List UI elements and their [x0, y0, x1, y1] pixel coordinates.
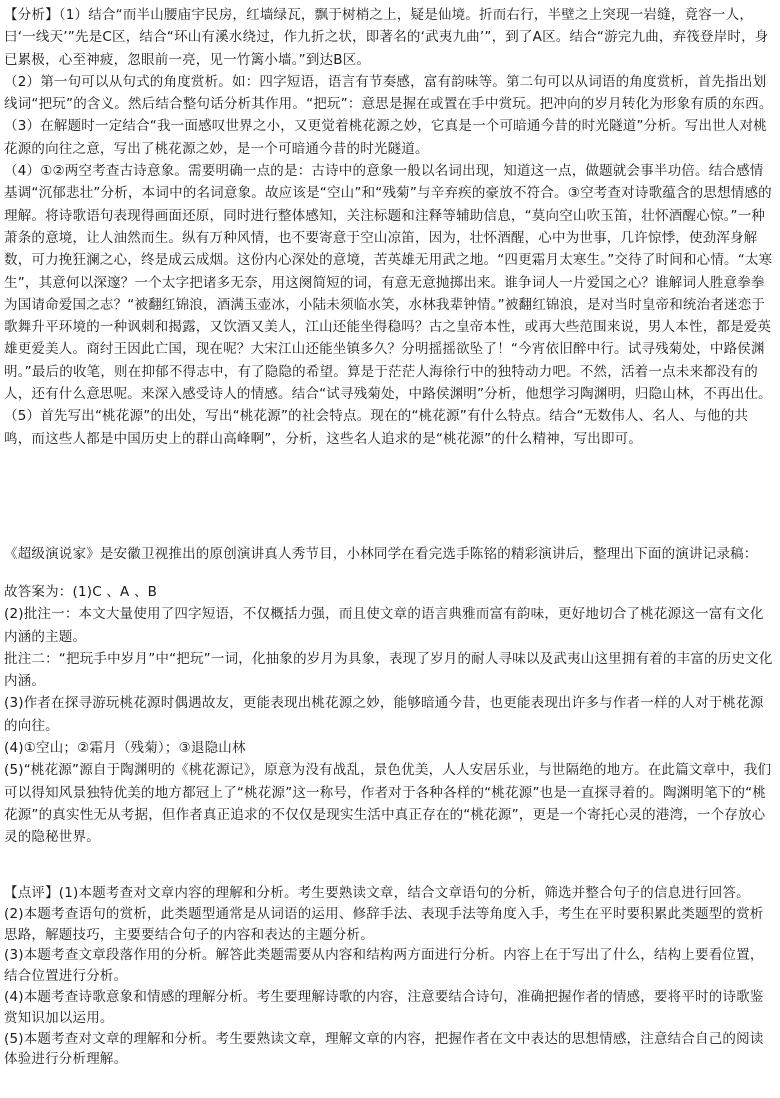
intro-section	[4, 543, 774, 565]
comment-1: 【点评】(1)本题考查对文章内容的理解和分析。考生要熟读文章，结合文章语句的分析，筛选并整合句子的信息进行回答。	[4, 885, 750, 901]
comment-5: (5)本题考查对文章的理解和分析。考生要熟读文章，理解文章的内容，把握作者在文中表达的思想情感，注意结合自己的阅读体验进行分析理解。	[4, 1030, 764, 1068]
analysis-paragraph-1: 【分析】（1）结合“而半山腰庙宇民房，红墙绿瓦，飘于树梢之上，疑是仙境。折而右行，半壁之上突现一岩缝，竟容一人，曰‘一线天’”先是C区，结合“环山有溪水绕过，作九折之状，即著名的‘武夷九曲’”，到了A区。结合“游完九曲，弃筏登岸时，身已累极，心至神疲，忽眼前一亮，见一竹篱小墙。”到达B区。	[4, 7, 769, 68]
answer-3: (3)作者在探寻游玩桃花源时偶遇故友，更能表现出桃花源之妙，能够暗通今昔，也更能表现出许多与作者一样的人对于桃花源的向往。	[4, 695, 764, 734]
analysis-section	[4, 4, 774, 450]
answer-4: (4)①空山；②霜月（残菊）；③退隐山林	[4, 740, 246, 757]
analysis-paragraph-4: （4）①②两空考查古诗意象。需要明确一点的是：古诗中的意象一般以名词出现，知道这一点，做题就会事半功倍。结合感情基调“沉郁悲壮”分析，本词中的名词意象。故应该是“空山”和“残菊”与辛弃疾的豪放不符合。③空考查对诗歌蕴含的思想情感的理解。将诗歌语句表现得画面还原，同时进行整体感知，关注标题和注释等辅助信息，“莫向空山吹玉笛，壮怀酒醒心惊。”一种萧条的意境，让人油然而生。纵有万种风情，也不要寄意于空山凉笛，因为，壮怀酒醒，心中为世事，几许惊悸，使劲浑身解数，可力挽狂澜之心，终是成云成烟。这份内心深处的意境，苦英雄无用武之地。“四更霜月太寒生。”交待了时间和心情。“太寒生”，其意何以深邃？一个太字把诸多无奈，用这阕简短的词，有意无意抛掷出来。谁争词人一片爱国之心？谁解词人胜意拳拳为国请命爱国之志？“被翻红锦浪，酒满玉壶冰，小陆未须临水笑，水林我辈钟情。”被翻红锦浪，是对当时皇帝和统治者迷恋于歌舞升平环境的一种讽刺和揭露，又饮酒又美人，江山还能坐得稳吗？古之皇帝本性，或再大些范围来说，男人本性，都是爱英雄更爱美人。商纣王因此亡国，现在呢？大宋江山还能坐镇多久？分明摇摇欲坠了！“今宵依旧醉中行。试寻残菊处，中路侯渊明。”最后的收笔，则在抑郁不得志中，有了隐隐的希望。算是于茫茫人海徐行中的独特动力吧。不然，活着一点未来都没有的人，还有什么意思呢。来深入感受诗人的情感。结合“试寻残菊处，中路侯渊明”分析，他想学习陶渊明，归隐山林，不再出仕。	[4, 163, 773, 403]
answer-2-note-2: 批注二：“把玩手中岁月”中“把玩”一词，化抽象的岁月为具象，表现了岁月的耐人寻味以及武夷山这里拥有着的丰富的历史文化内涵。	[4, 650, 773, 690]
answer-1: 故答案为：(1)C 、A 、B	[4, 584, 158, 600]
analysis-paragraph-3: （3）在解题时一定结合“我一面感叹世界之小，又更觉着桃花源之妙，它真是一个可暗通今昔的时光隧道”分析。写出世人对桃花源的向往之意，写出了桃花源之妙，是一个可暗通今昔的时光隧道。	[4, 118, 767, 157]
answer-2-note-1: (2)批注一：本文大量使用了四字短语，不仅概括力强，而且使文章的语言典雅而富有韵味，更好地切合了桃花源这一富有文化内涵的主题。	[4, 606, 764, 645]
comment-section	[4, 883, 774, 1070]
intro-paragraph: 《超级演说家》是安徽卫视推出的原创演讲真人秀节目，小林同学在看完选手陈铭的精彩演讲后，整理出下面的演讲记录稿：	[4, 546, 758, 562]
answer-section	[4, 581, 774, 849]
comment-3: (3)本题考查文章段落作用的分析。解答此类题需要从内容和结构两方面进行分析。内容上在于写出了什么，结构上要看位置，结合位置进行分析。	[4, 947, 764, 985]
answer-5: (5)“桃花源”源自于陶渊明的《桃花源记》，原意为没有战乱，景色优美，人人安居乐业，与世隔绝的地方。在此篇文章中，我们可以得知风景独特优美的地方都冠上了“桃花源”这一称号，作者对于各种各样的“桃花源”也是一直探寻着的。陶渊明笔下的“桃花源”的真实性无从考据，但作者真正追求的不仅仅是现实生活中真正存在的“桃花源”，更是一个寄托心灵的港湾，一个存放心灵的隐秘世界。	[4, 762, 772, 846]
comment-2: (2)本题考查语句的赏析，此类题型通常是从词语的运用、修辞手法、表现手法等角度入手，考生在平时要积累此类题型的赏析思路，解题技巧，主要要结合句子的内容和表达的主题分析。	[4, 905, 764, 943]
comment-4: (4)本题考查诗歌意象和情感的理解分析。考生要理解诗歌的内容，注意要结合诗句，准确把握作者的情感，要将平时的诗歌鉴赏知识加以运用。	[4, 988, 764, 1026]
analysis-paragraph-2: （2）第一句可以从句式的角度赏析。如：四字短语，语言有节奏感，富有韵味等。第二句可以从词语的角度赏析，首先指出划线词“把玩”的含义。然后结合整句话分析其作用。“把玩”：意思是握在或置在手中赏玩。把冲向的岁月转化为形象有质的东西。	[4, 73, 773, 113]
analysis-paragraph-5: （5）首先写出“桃花源”的出处，写出“桃花源”的社会特点。现在的“桃花源”有什么特点。结合“无数伟人、名人、与他的共鸣，而这些人都是中国历史上的群山高峰啊”，分析，这些名人追求的是“桃花源”的什么精神，写出即可。	[4, 408, 749, 447]
